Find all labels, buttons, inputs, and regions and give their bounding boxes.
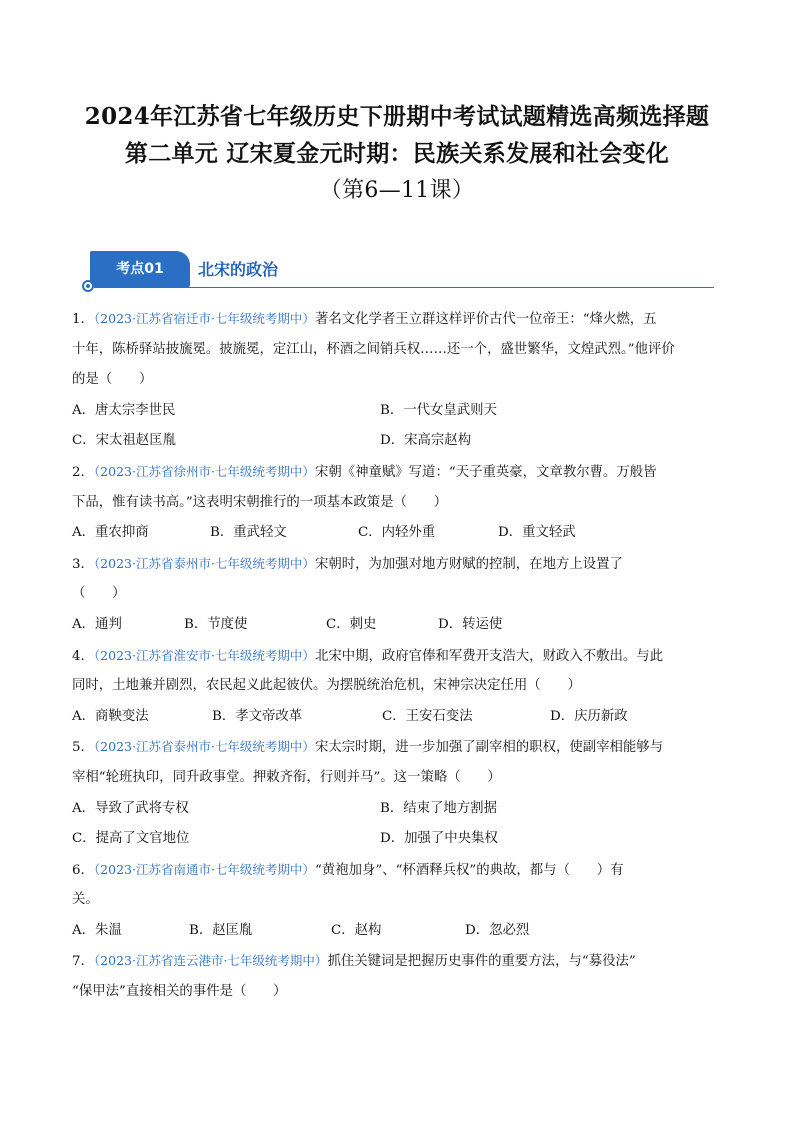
question-3-options [72,610,732,641]
question-source: （2023·江苏省宿迁市·七年级统考期中） [93,311,315,326]
question-number: 4． [72,648,94,664]
question-1-line-1 [72,304,732,335]
question-4-options [72,702,732,733]
question-text: 宋朝《神童赋》写道：“天子重英豪，文章教尔曹。万般皆 [314,464,657,480]
option-b: B．重武轻文 [210,525,287,541]
question-5-line-2: 宰相“轮班执印，同升政事堂。押敕齐衔，行则并马”。这一策略（ ） [72,769,501,785]
document-title [0,98,794,209]
question-text: “黄袍加身”、“杯酒释兵权”的典故，都与（ ）有 [314,862,624,878]
title-line-3: （第6—11课） [319,178,475,203]
option-b: B．孝文帝改革 [212,708,303,724]
title-line-1: 2024年江苏省七年级历史下册期中考试试题精选高频选择题 [84,103,710,130]
option-d: D．庆历新政 [550,708,628,724]
question-1-line-3: 的是（ ） [72,372,153,388]
question-source: （2023·江苏省南通市·七年级统考期中） [93,861,315,877]
option-b: B．一代女皇武则天 [380,402,497,418]
question-number: 1． [72,312,94,327]
option-a: A．导致了武将专权 [72,800,189,816]
question-text: 抓住关键词是把握历史事件的重要方法，与“募役法” [327,954,636,970]
option-d: D．重文轻武 [498,525,576,541]
question-number: 2． [72,464,94,480]
option-c: C．王安石变法 [382,708,473,724]
question-4-line-2: 同时，土地兼并剧烈，农民起义此起彼伏。为摆脱统治危机，宋神宗决定任用（ ） [72,678,581,694]
question-7-line-1 [72,946,732,977]
question-text: 著名文化学者王立群这样评价古代一位帝王：“烽火燃，五 [314,312,657,327]
question-2-line-2: 下品，惟有读书高。”这表明宋朝推行的一项基本政策是（ ） [72,494,448,510]
option-b: B．结束了地方割据 [380,800,497,816]
question-1-line-2: 十年，陈桥驿站披旒冕。披旒冕，定江山，杯酒之间销兵权……还一个，盛世繁华，文煌武烈。”他评价 [72,341,675,357]
question-text: 北宋中期，政府官俸和军费开支浩大，财政入不敷出。与此 [314,648,664,664]
option-b: B．赵匡胤 [189,922,253,938]
option-a: A．商鞅变法 [72,708,149,724]
section-badge: 考点01 [90,251,190,287]
question-number: 3． [72,556,94,572]
section-title: 北宋的政治 [198,260,279,279]
question-number: 6． [72,862,94,878]
option-a: A．唐太宗李世民 [72,402,176,418]
section-header [82,251,722,295]
question-number: 7． [72,954,94,970]
question-3-line-1 [72,549,732,580]
question-3-line-2: （ ） [72,586,126,602]
question-text: 宋朝时，为加强对地方财赋的控制，在地方上设置了 [314,556,623,572]
option-b: B．节度使 [184,616,248,632]
section-divider [94,287,714,288]
question-source: （2023·江苏省徐州市·七年级统考期中） [93,463,315,479]
question-1-options-row-2 [72,426,732,457]
question-source: （2023·江苏省淮安市·七年级统考期中） [93,647,315,663]
option-a: A．通判 [72,616,122,632]
question-text: 宋太宗时期，进一步加强了副宰相的职权，使副宰相能够与 [314,740,664,756]
title-line-2: 第二单元 辽宋夏金元时期：民族关系发展和社会变化 [124,140,670,167]
question-2-options [72,518,732,549]
question-1-options-row-1 [72,396,732,427]
question-6-line-1 [72,855,732,886]
question-number: 5． [72,740,94,756]
option-a: A．朱温 [72,922,122,938]
option-d: D．加强了中央集权 [380,831,498,847]
option-d: D．宋高宗赵构 [380,433,472,449]
option-a: A．重农抑商 [72,525,149,541]
question-source: （2023·江苏省泰州市·七年级统考期中） [93,739,315,755]
question-5-line-1 [72,732,732,763]
question-list [72,304,732,1008]
badge-dot-icon [82,280,94,292]
option-d: D．转运使 [438,616,503,632]
option-c: C．赵构 [331,922,382,938]
question-2-line-1 [72,457,732,488]
question-6-options [72,916,732,947]
question-7-line-2: “保甲法”直接相关的事件是（ ） [72,984,287,1000]
question-4-line-1 [72,641,732,672]
option-c: C．内轻外重 [358,525,436,541]
question-5-options-row-1 [72,794,732,825]
option-c: C．宋太祖赵匡胤 [72,433,176,449]
option-c: C．提高了文官地位 [72,831,190,847]
option-d: D．忽必烈 [465,922,530,938]
question-5-options-row-2 [72,824,732,855]
question-source: （2023·江苏省泰州市·七年级统考期中） [93,555,315,571]
option-c: C．刺史 [326,616,377,632]
question-6-line-2: 关。 [72,892,99,908]
question-source: （2023·江苏省连云港市·七年级统考期中） [93,953,328,969]
